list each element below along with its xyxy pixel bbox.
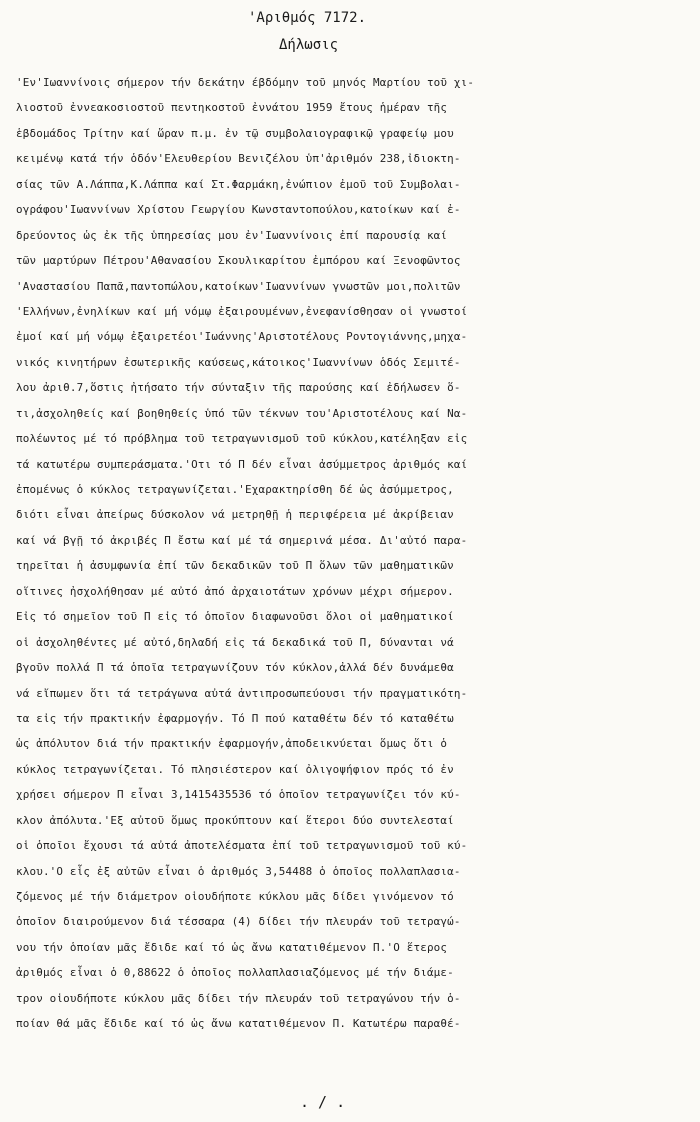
- body-line: τηρεῖται ἡ ἀσυμφωνία ἐπί τῶν δεκαδικῶν τοῦ Π ὅλων τῶν μαθηματικῶν: [16, 559, 454, 573]
- page-mark: . / .: [300, 1093, 346, 1111]
- body-line: λου ἀριθ.7,ὅστις ἠτήσατο τήν σύνταξιν τῆς παρούσης καί ἐδήλωσεν ὅ-: [16, 381, 461, 395]
- body-line: χρήσει σήμερον Π εἶναι 3,1415435536 τό ὁποῖον τετραγωνίζει τόν κύ-: [16, 788, 461, 802]
- body-line: κλον ἀπόλυτα.'Εξ αὐτοῦ ὅμως προκύπτουν καί ἕτεροι δύο συντελεσταί: [16, 813, 454, 827]
- body-line: διότι εἶναι ἀπείρως δύσκολον νά μετρηθῇ ἡ περιφέρεια μέ ἀκρίβειαν: [16, 508, 454, 522]
- body-line: οἱ ἀσχοληθέντες μέ αὐτό,δηλαδή εἰς τά δεκαδικά τοῦ Π, δύνανται νά: [16, 635, 454, 649]
- body-line: οἵτινες ἠσχολήθησαν μέ αὐτό ἀπό ἀρχαιοτάτων χρόνων μέχρι σήμερον.: [16, 584, 454, 598]
- body-line: ὁποῖον διαιρούμενον διά τέσσαρα (4) δίδει τήν πλευράν τοῦ τετραγώ-: [16, 915, 461, 929]
- body-line: τρον οἱουδήποτε κύκλου μᾶς δίδει τήν πλευράν τοῦ τετραγώνου τήν ὁ-: [16, 991, 461, 1005]
- document-title: Δήλωσις: [279, 37, 339, 53]
- body-line: τα εἰς τήν πρακτικήν ἐφαρμογήν. Τό Π πού καταθέτω δέν τό καταθέτω: [16, 711, 454, 725]
- body-line: κύκλος τετραγωνίζεται. Τό πλησιέστερον καί ὀλιγοψήφιον πρός τό ἐν: [16, 762, 454, 776]
- body-line: τῶν μαρτύρων Πέτρου'Αθανασίου Σκουλικαρίτου ἐμπόρου καί Ξενοφῶντος: [16, 254, 461, 268]
- body-line: 'Αναστασίου Παπᾶ,παντοπώλου,κατοίκων'Ιωαννίνων γνωστῶν μοι,πολιτῶν: [16, 279, 461, 293]
- body-line: ἑβδομάδος Τρίτην καί ὥραν π.μ. ἐν τῷ συμβολαιογραφικῷ γραφείῳ μου: [16, 126, 454, 140]
- body-line: ζόμενος μέ τήν διάμετρον οἱουδήποτε κύκλου μᾶς δίδει γινόμενον τό: [16, 890, 454, 903]
- body-line: ὡς ἀπόλυτον διά τήν πρακτικήν ἐφαρμογήν,ἀποδεικνύεται ὅμως ὅτι ὁ: [16, 737, 448, 751]
- body-line: νά εἴπωμεν ὅτι τά τετράγωνα αὐτά ἀντιπροσωπεύουσι τήν πραγματικότη-: [16, 686, 468, 700]
- body-line: ἀριθμός εἶναι ὁ 0,88622 ὁ ὁποῖος πολλαπλασιαζόμενος μέ τήν διάμε-: [16, 966, 454, 980]
- body-line: τά κατωτέρω συμπεράσματα.'Οτι τό Π δέν εἶναι ἀσύμμετρος ἀριθμός καί: [16, 457, 468, 471]
- body-line: σίας τῶν Α.Λάππα,Κ.Λάππα καί Στ.Φαρμάκη,ἐνώπιον ἐμοῦ τοῦ Συμβολαι-: [16, 177, 461, 191]
- body-line: τι,ἀσχοληθείς καί βοηθηθείς ὑπό τῶν τέκνων του'Αριστοτέλους καί Να-: [16, 406, 468, 420]
- document-number: 'Αριθμός 7172.: [248, 10, 367, 26]
- body-line: ἐπομένως ὁ κύκλος τετραγωνίζεται.'Εχαρακτηρίσθη δέ ὡς ἀσύμμετρος,: [16, 483, 454, 496]
- body-line: καί νά βγῇ τό ἀκριβές Π ἔστω καί μέ τά σημερινά μέσα. Δι'αὐτό παρα-: [16, 533, 468, 547]
- body-line: 'Ελλήνων,ἐνηλίκων καί μή νόμῳ ἐξαιρουμένων,ἐνεφανίσθησαν οἱ γνωστοί: [16, 304, 468, 318]
- body-line: οἱ ὁποῖοι ἔχουσι τά αὐτά ἀποτελέσματα ἐπί τοῦ τετραγωνισμοῦ τοῦ κύ-: [16, 839, 468, 853]
- body-line: δρεύοντος ὡς ἐκ τῆς ὑπηρεσίας μου ἐν'Ιωαννίνοις ἐπί παρουσίᾳ καί: [16, 228, 448, 242]
- body-line: ποίαν θά μᾶς ἔδιδε καί τό ὡς ἄνω κατατιθέμενον Π. Κατωτέρω παραθέ-: [16, 1017, 461, 1031]
- document-body: [16, 70, 684, 1037]
- body-line: κλου.'Ο εἷς ἐξ αὐτῶν εἶναι ὁ ἀριθμός 3,54488 ὁ ὁποῖος πολλαπλασια-: [16, 864, 461, 878]
- body-line: 'Εν'Ιωαννίνοις σήμερον τήν δεκάτην έβδόμην τοῦ μηνός Μαρτίου τοῦ χι-: [16, 76, 475, 89]
- body-line: νικός κινητήρων ἐσωτερικῆς καύσεως,κάτοικος'Ιωαννίνων ὁδός Σεμιτέ-: [16, 355, 461, 369]
- body-line: Εἰς τό σημεῖον τοῦ Π εἰς τό ὁποῖον διαφωνοῦσι ὅλοι οἱ μαθηματικοί: [16, 610, 454, 624]
- body-line: πολέωντος μέ τό πρόβλημα τοῦ τετραγωνισμοῦ τοῦ κύκλου,κατέληξαν εἰς: [16, 432, 468, 446]
- body-line: νου τήν ὁποίαν μᾶς ἔδιδε καί τό ὡς ἄνω κατατιθέμενον Π.'Ο ἕτερος: [16, 940, 448, 954]
- body-line: βγοῦν πολλά Π τά ὁποῖα τετραγωνίζουν τόν κύκλον,ἀλλά δέν δυνάμεθα: [16, 661, 454, 675]
- body-line: ἐμοί καί μή νόμῳ ἐξαιρετέοι'Ιωάννης'Αριστοτέλους Ροντογιάννης,μηχα-: [16, 330, 468, 344]
- body-line: κειμένῳ κατά τήν ὁδόν'Ελευθερίου Βενιζέλου ὑπ'ἀριθμόν 238,ἰδιοκτη-: [16, 152, 461, 166]
- body-line: ογράφου'Ιωαννίνων Χρίστου Γεωργίου Κωνσταντοπούλου,κατοίκων καί ἐ-: [16, 203, 461, 217]
- body-line: λιοστοῦ ἐννεακοσιοστοῦ πεντηκοστοῦ ἐννάτου 1959 ἔτους ἡμέραν τῆς: [16, 101, 448, 115]
